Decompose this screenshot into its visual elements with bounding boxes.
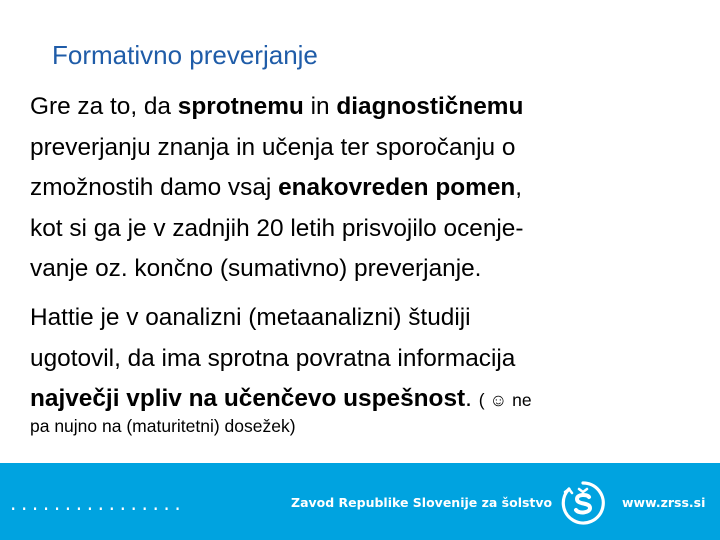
emphasis-diagnosticnemu: diagnostičnemu [336, 93, 524, 120]
slide-title: Formativno preverjanje [52, 40, 318, 70]
paragraph1-line5: vanje oz. končno (sumativno) preverjanje. [30, 255, 482, 282]
paragraph2-line4: pa nujno na (maturitetni) dosežek) [30, 416, 296, 436]
emphasis-najvecji-vpliv: največji vpliv na učenčevo uspešnost [30, 385, 466, 412]
zrss-logo-icon [560, 480, 606, 526]
paragraph1-line2: preverjanju znanja in učenja ter sporočanju o [30, 133, 516, 161]
text-run: in [303, 93, 337, 120]
emphasis-sprotnemu: sprotnemu [177, 93, 304, 120]
text-run: , [515, 174, 523, 201]
paragraph2-line1: Hattie je v oanalizni (metaanalizni) študiji [30, 304, 471, 331]
paragraph-hattie-study [30, 298, 698, 421]
smiley-note: ( ☺ ne [478, 390, 532, 410]
organization-name: Zavod Republike Slovenije za šolstvo [291, 495, 553, 510]
paragraph1-line1 [30, 87, 698, 128]
paragraph-formative-assessment [30, 87, 698, 290]
paragraph1-line4: kot si ga je v zadnjih 20 letih prisvojilo ocenje- [30, 214, 524, 242]
text-run: Gre za to, da [30, 93, 178, 120]
website-url: www.zrss.si [622, 495, 706, 510]
paragraph1-line3 [30, 168, 698, 209]
emphasis-enakovreden-pomen: enakovreden pomen [278, 174, 516, 201]
footer-bar [0, 463, 720, 540]
footer-dots: ................ [10, 491, 186, 515]
text-run: . [465, 385, 479, 412]
paragraph2-line2: ugotovil, da ima sprotna povratna informacija [30, 344, 516, 372]
text-run: zmožnostih damo vsaj [30, 174, 279, 201]
